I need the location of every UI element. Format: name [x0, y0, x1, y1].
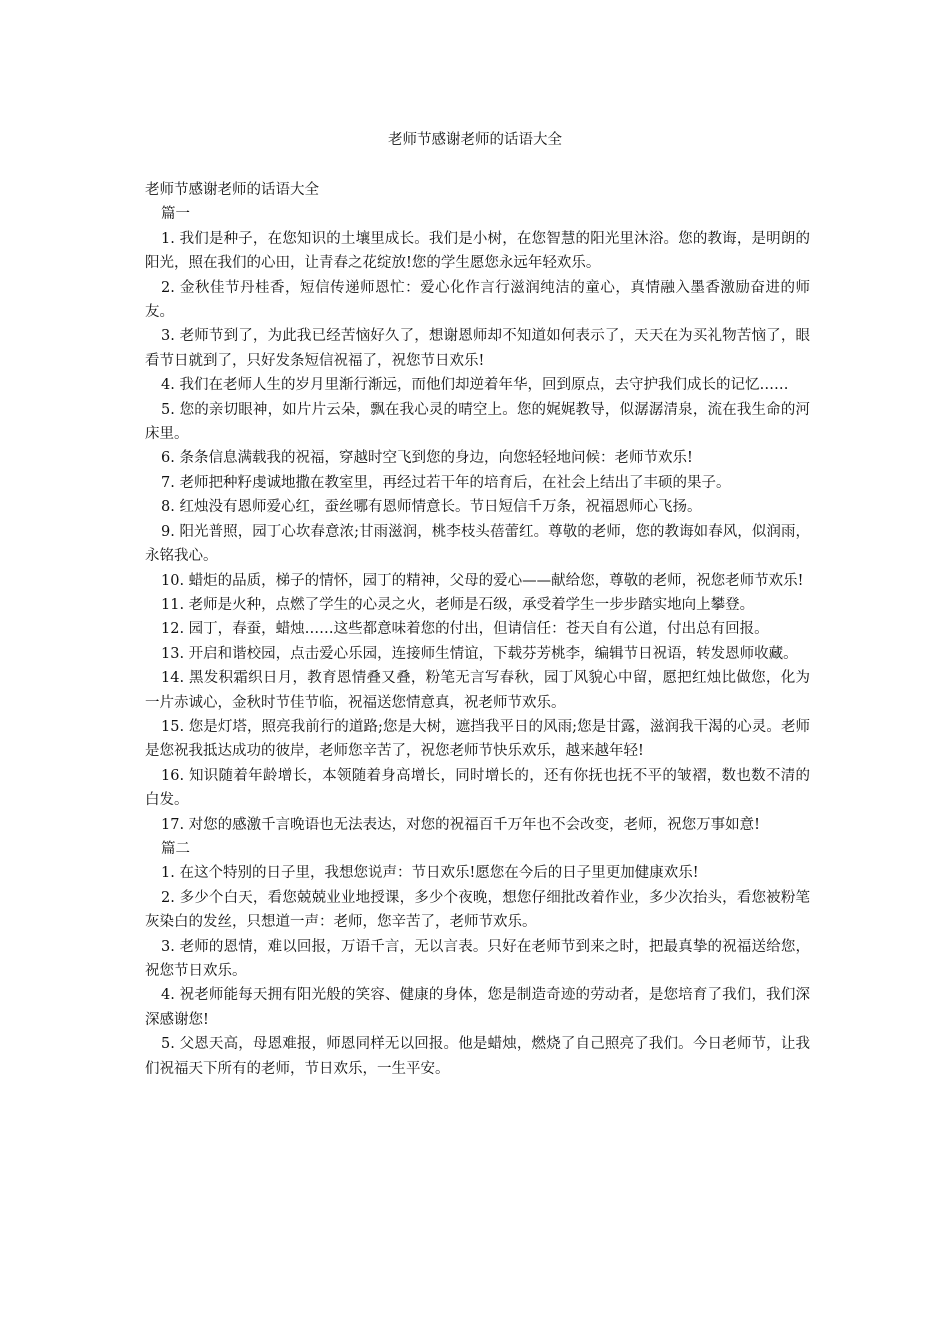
document-title: 老师节感谢老师的话语大全 — [388, 132, 562, 148]
list-item: 16. 知识随着年龄增长，本领随着身高增长，同时增长的，还有你抚也抚不平的皱褶，数也数不清的白发。 — [145, 767, 810, 809]
section-label: 篇二 — [161, 840, 190, 857]
list-item: 3. 老师的恩情，难以回报，万语千言，无以言表。只好在老师节到来之时，把最真挚的祝福送给您，祝您节日欢乐。 — [145, 938, 810, 979]
section-label: 篇一 — [161, 206, 190, 223]
list-item: 2. 金秋佳节丹桂香，短信传递师恩忙：爱心化作言行滋润纯洁的童心，真情融入墨香激励奋进的师友。 — [145, 279, 810, 321]
list-item: 1. 我们是种子，在您知识的土壤里成长。我们是小树，在您智慧的阳光里沐浴。您的教诲，是明朗的阳光，照在我们的心田，让青春之花绽放!您的学生愿您永远年轻欢乐。 — [145, 230, 810, 272]
list-item: 5. 您的亲切眼神，如片片云朵，飘在我心灵的晴空上。您的娓娓教导，似潺潺清泉，流在我生命的河床里。 — [145, 401, 810, 443]
list-item: 14. 黑发积霜织日月，教育恩情叠又叠，粉笔无言写春秋，园丁风貌心中留，愿把红烛比做您，化为一片赤诚心，金秋时节佳节临，祝福送您情意真，祝老师节欢乐。 — [145, 670, 810, 711]
list-item: 9. 阳光普照，园丁心坎春意浓;甘雨滋润，桃李枝头蓓蕾红。尊敬的老师，您的教诲如春风，似润雨，永铭我心。 — [145, 523, 810, 565]
list-item: 1. 在这个特别的日子里，我想您说声：节日欢乐!愿您在今后的日子里更加健康欢乐! — [161, 865, 699, 882]
list-item: 4. 我们在老师人生的岁月里渐行渐远，而他们却逆着年华，回到原点，去守护我们成长的记忆…… — [161, 377, 789, 394]
list-item: 6. 条条信息满载我的祝福，穿越时空飞到您的身边，向您轻轻地问候：老师节欢乐! — [161, 450, 693, 467]
list-item: 17. 对您的感激千言晚语也无法表达，对您的祝福百千万年也不会改变，老师，祝您万事如意! — [161, 816, 760, 833]
list-item: 2. 多少个白天，看您兢兢业业地授课，多少个夜晚，想您仔细批改着作业，多少次抬头，看您被粉笔灰染白的发丝，只想道一声：老师，您辛苦了，老师节欢乐。 — [145, 889, 810, 931]
document-body — [145, 178, 810, 1081]
list-item: 7. 老师把种籽虔诚地撒在教室里，再经过若干年的培育后，在社会上结出了丰硕的果子。 — [161, 474, 731, 491]
list-item: 12. 园丁，春蚕，蜡烛……这些都意味着您的付出，但请信任：苍天自有公道，付出总有回报。 — [161, 621, 769, 638]
list-item: 15. 您是灯塔，照亮我前行的道路;您是大树，遮挡我平日的风雨;您是甘露，滋润我干渴的心灵。老师是您祝我抵达成功的彼岸，老师您辛苦了，祝您老师节快乐欢乐，越来越年轻! — [145, 718, 810, 760]
document-heading: 老师节感谢老师的话语大全 — [145, 182, 319, 198]
list-item: 4. 祝老师能每天拥有阳光般的笑容、健康的身体，您是制造奇迹的劳动者，是您培育了我们，我们深深感谢您! — [145, 987, 810, 1028]
list-item: 8. 红烛没有恩师爱心红，蚕丝哪有恩师情意长。节日短信千万条，祝福恩师心飞扬。 — [161, 499, 702, 516]
list-item: 3. 老师节到了，为此我已经苦恼好久了，想谢恩师却不知道如何表示了，天天在为买礼物苦恼了，眼看节日就到了，只好发条短信祝福了，祝您节日欢乐! — [145, 328, 810, 369]
list-item: 10. 蜡炬的品质，梯子的情怀，园丁的精神，父母的爱心——献给您，尊敬的老师，祝您老师节欢乐! — [161, 572, 804, 589]
list-item: 11. 老师是火种，点燃了学生的心灵之火，老师是石级，承受着学生一步步踏实地向上攀登。 — [161, 596, 755, 613]
list-item: 5. 父恩天高，母恩难报，师恩同样无以回报。他是蜡烛，燃烧了自己照亮了我们。今日老师节，让我们祝福天下所有的老师，节日欢乐，一生平安。 — [145, 1036, 810, 1077]
list-item: 13. 开启和谐校园，点击爱心乐园，连接师生情谊，下载芬芳桃李，编辑节日祝语，转发恩师收藏。 — [161, 645, 798, 662]
sections-container — [145, 202, 810, 1081]
